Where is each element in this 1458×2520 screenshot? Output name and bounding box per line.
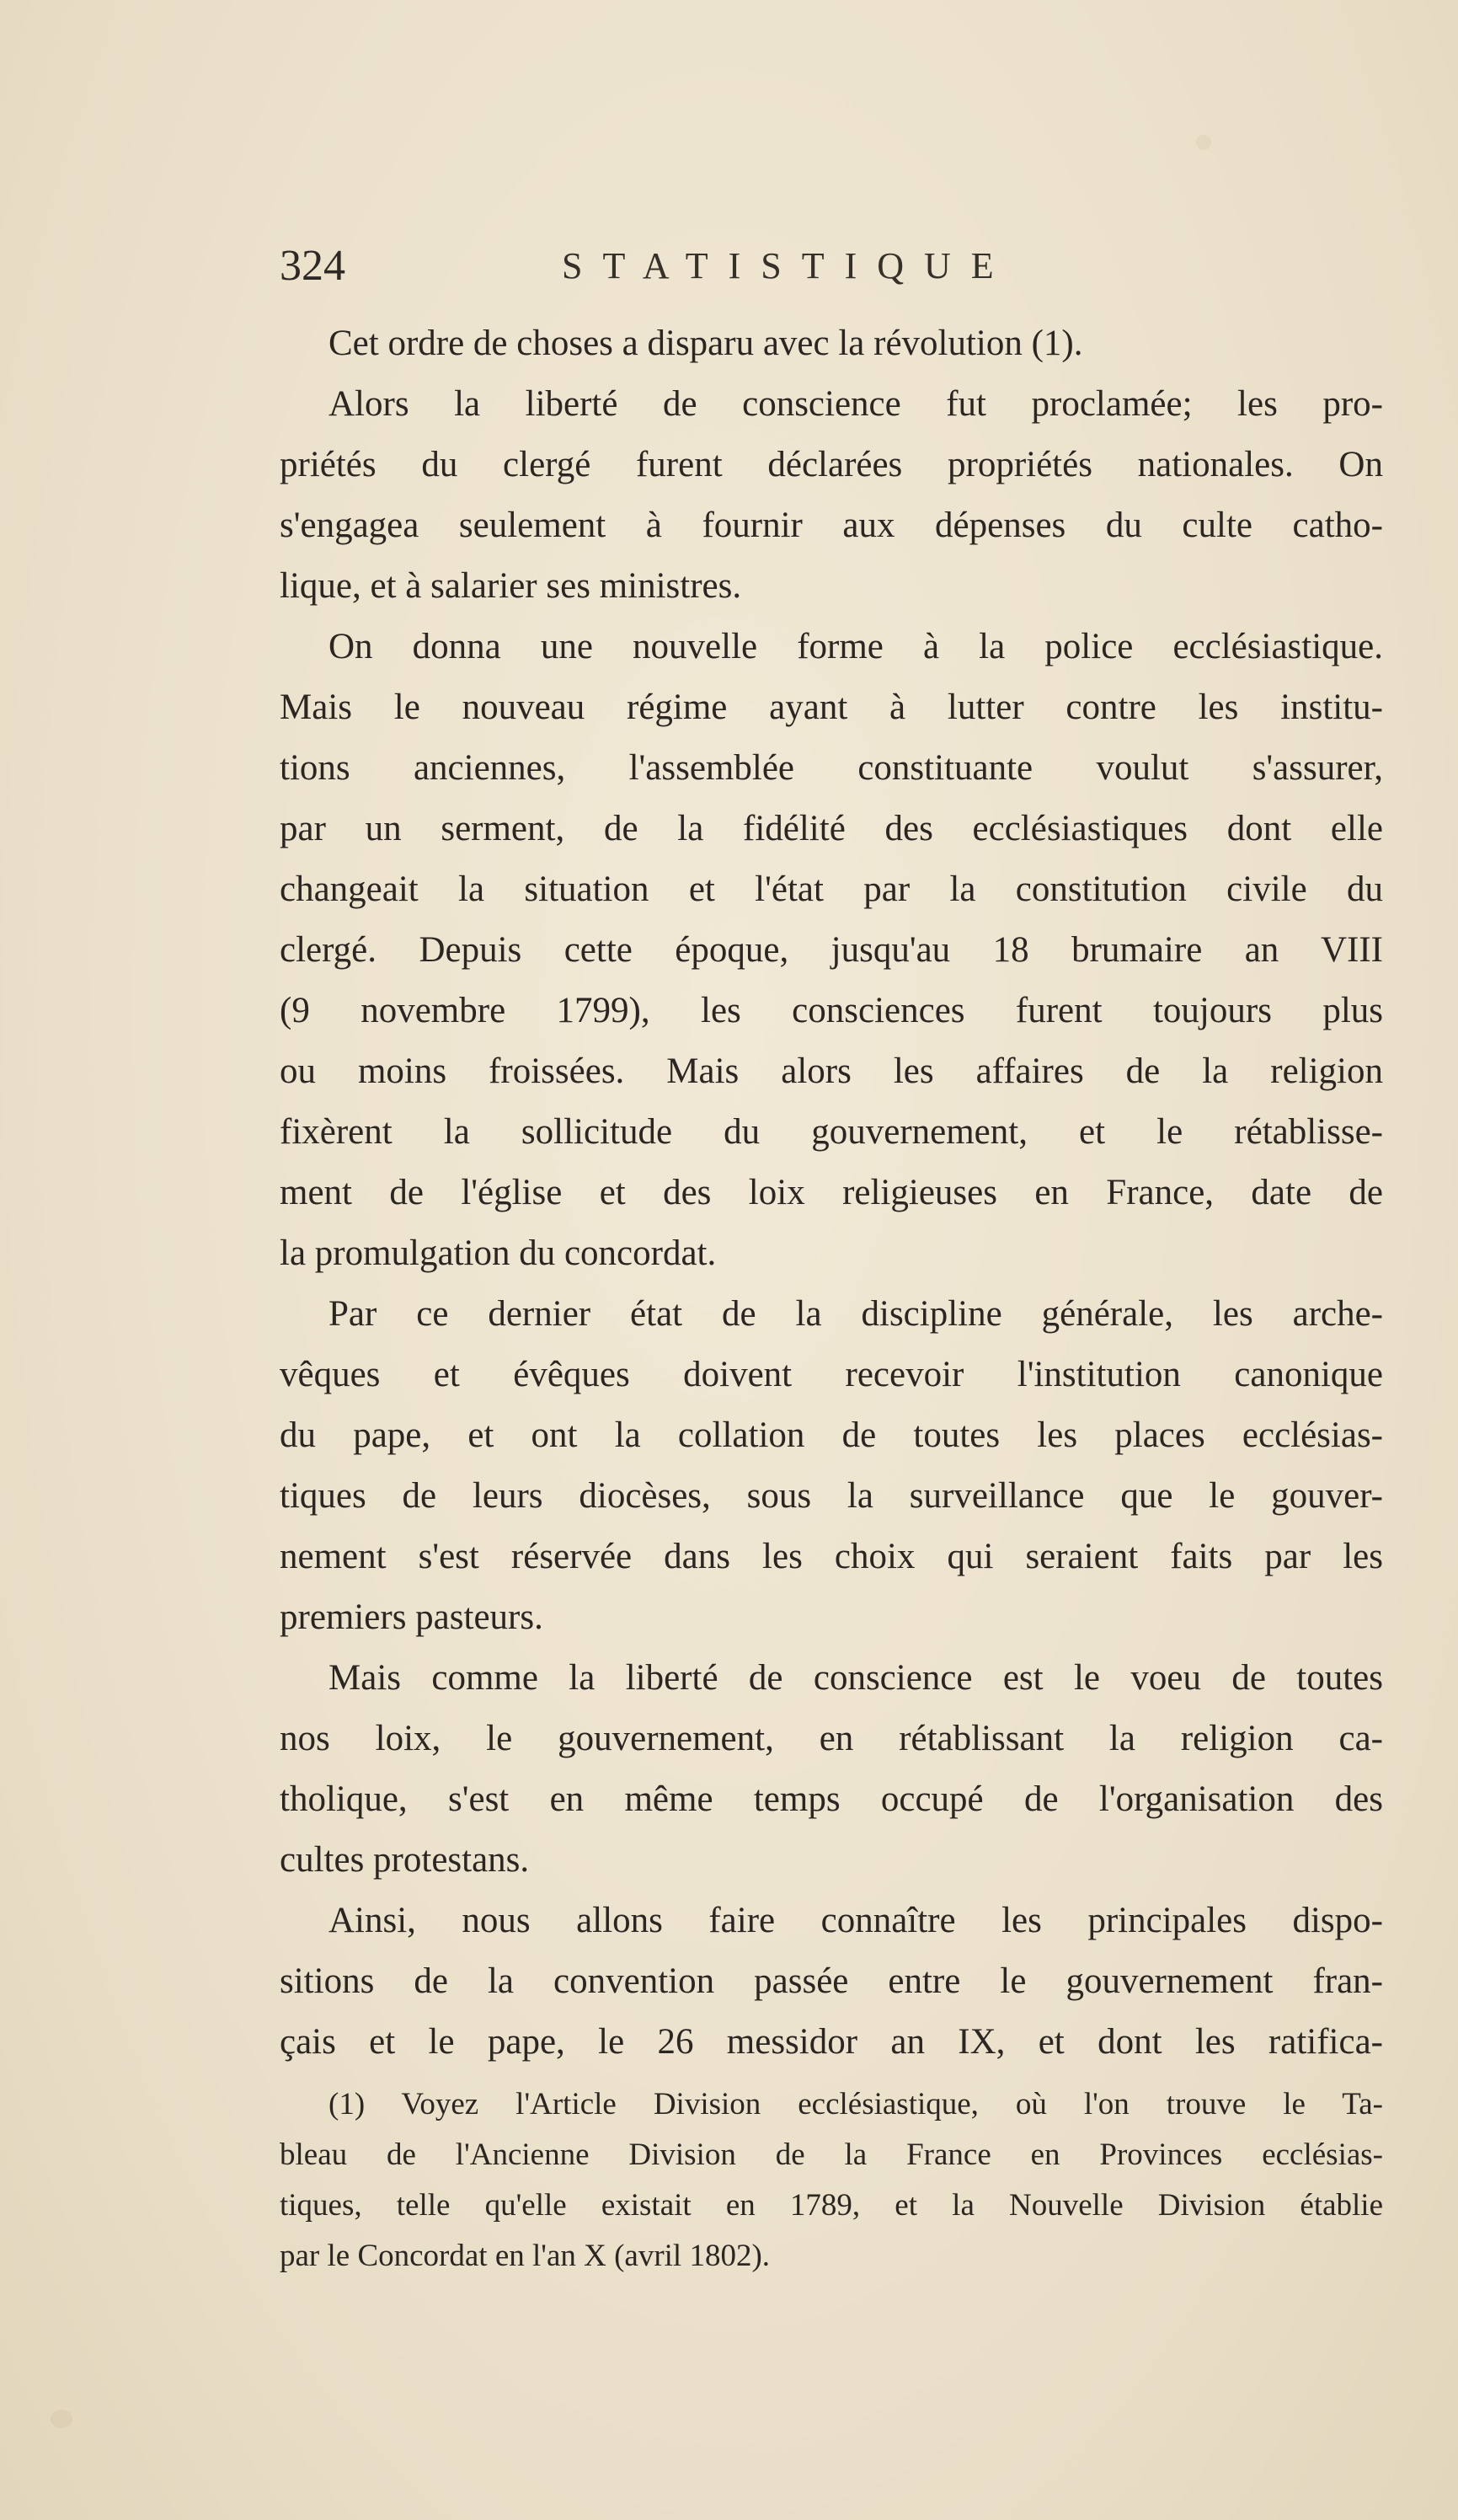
footnote-line: par le Concordat en l'an X (avril 1802).: [280, 2239, 771, 2273]
body-text: [280, 313, 1383, 2073]
paper-stain: [1196, 135, 1211, 150]
footnote-line: (1) Voyez l'Article Division ecclésiastique, où l'on trouve le Ta-: [328, 2087, 1383, 2121]
text-line: Alors la liberté de conscience fut proclamée; les pro-: [328, 384, 1383, 424]
text-line: changeait la situation et l'état par la constitution civile du: [280, 869, 1383, 909]
text-line: Par ce dernier état de la discipline générale, les arche-: [328, 1294, 1383, 1334]
paper-stain: [51, 2410, 72, 2428]
text-line: cultes protestans.: [280, 1840, 530, 1880]
footnotes: [280, 2079, 1383, 2282]
text-line: tholique, s'est en même temps occupé de l'organisation des: [280, 1779, 1383, 1819]
text-line: Ainsi, nous allons faire connaître les principales dispo-: [328, 1901, 1383, 1940]
text-line: premiers pasteurs.: [280, 1597, 543, 1637]
text-line: tiques de leurs diocèses, sous la surveillance que le gouver-: [280, 1476, 1383, 1516]
text-line: lique, et à salarier ses ministres.: [280, 566, 742, 606]
text-line: nos loix, le gouvernement, en rétablissant la religion ca-: [280, 1719, 1383, 1758]
footnote-line: bleau de l'Ancienne Division de la France en Provinces ecclésias-: [280, 2137, 1383, 2172]
text-line: çais et le pape, le 26 messidor an IX, et dont les ratifica-: [280, 2022, 1383, 2062]
text-line: Mais comme la liberté de conscience est le voeu de toutes: [328, 1658, 1383, 1698]
text-line: Cet ordre de choses a disparu avec la révolution (1).: [328, 324, 1083, 363]
running-head: STATISTIQUE: [562, 245, 1014, 286]
text-line: vêques et évêques doivent recevoir l'institution canonique: [280, 1355, 1383, 1394]
page-number: 324: [280, 242, 345, 290]
page-header: [280, 241, 1375, 300]
text-line: clergé. Depuis cette époque, jusqu'au 18 brumaire an VIII: [280, 930, 1383, 970]
text-line: tions anciennes, l'assemblée constituante voulut s'assurer,: [280, 748, 1383, 788]
text-line: sitions de la convention passée entre le gouvernement fran-: [280, 1961, 1383, 2001]
text-line: Mais le nouveau régime ayant à lutter contre les institu-: [280, 688, 1383, 727]
footnote-line: tiques, telle qu'elle existait en 1789, et la Nouvelle Division établie: [280, 2188, 1383, 2223]
text-line: On donna une nouvelle forme à la police ecclésiastique.: [328, 627, 1383, 666]
text-line: fixèrent la sollicitude du gouvernement, et le rétablisse-: [280, 1112, 1383, 1152]
text-line: nement s'est réservée dans les choix qui seraient faits par les: [280, 1537, 1383, 1576]
text-line: priétés du clergé furent déclarées propriétés nationales. On: [280, 445, 1383, 484]
text-line: ou moins froissées. Mais alors les affaires de la religion: [280, 1051, 1383, 1091]
text-line: la promulgation du concordat.: [280, 1233, 717, 1273]
text-line: par un serment, de la fidélité des ecclésiastiques dont elle: [280, 809, 1383, 848]
text-line: du pape, et ont la collation de toutes les places ecclésias-: [280, 1415, 1383, 1455]
text-line: s'engagea seulement à fournir aux dépenses du culte catho-: [280, 506, 1383, 545]
text-line: ment de l'église et des loix religieuses en France, date de: [280, 1173, 1383, 1212]
text-line: (9 novembre 1799), les consciences furent toujours plus: [280, 991, 1383, 1030]
